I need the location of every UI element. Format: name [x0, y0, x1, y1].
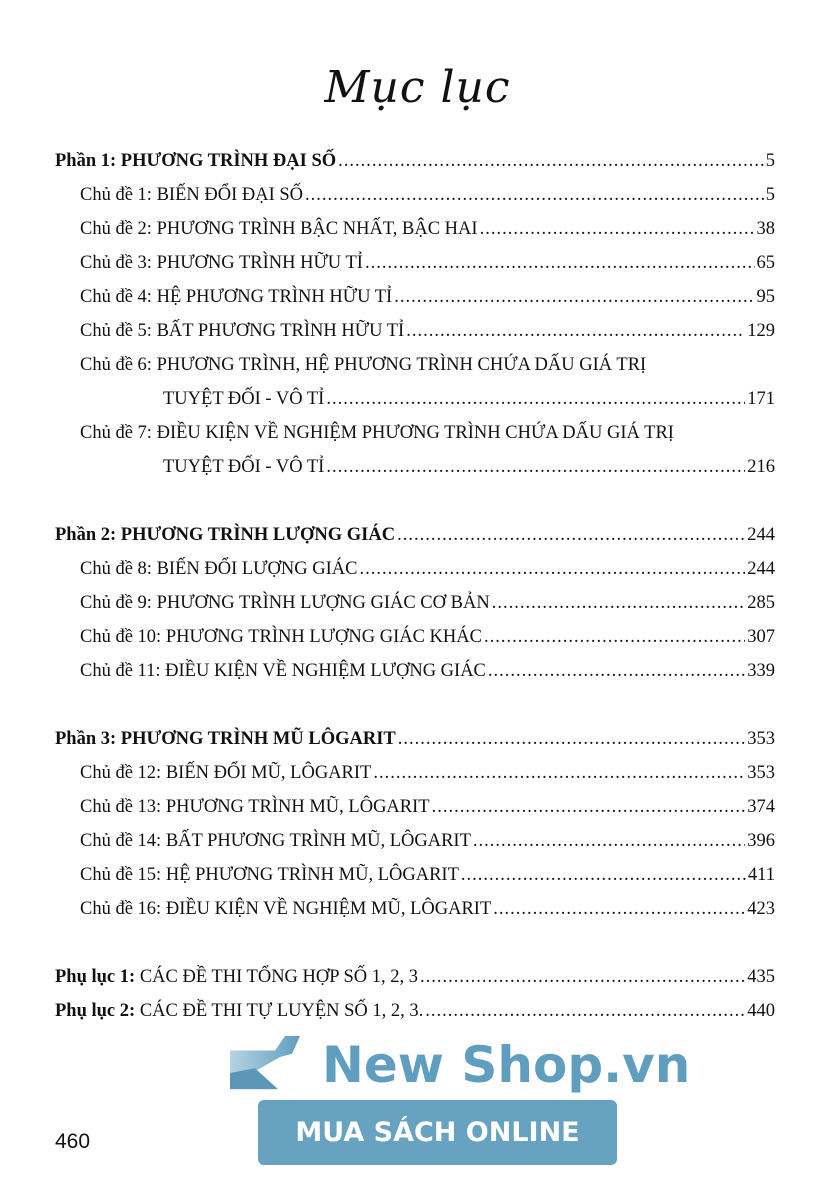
page-ref: 285 [747, 593, 775, 613]
page-ref: 244 [747, 559, 775, 579]
toc-topic-entry[interactable] [55, 586, 775, 620]
entry-title: PHƯƠNG TRÌNH, HỆ PHƯƠNG TRÌNH CHỨA DẤU GIÁ TRỊ [156, 355, 647, 375]
page-ref: 65 [756, 253, 775, 273]
toc-topic-entry[interactable] [55, 314, 775, 348]
toc-topic-entry[interactable] [55, 790, 775, 824]
entry-label: Chủ đề 16: [80, 899, 162, 919]
toc-topic-entry[interactable] [55, 620, 775, 654]
entry-label: Chủ đề 2: [80, 219, 152, 239]
entry-label: Phụ lục 1: [55, 967, 136, 987]
dot-leader [326, 450, 745, 484]
dot-leader [461, 858, 746, 892]
page-ref: 129 [747, 321, 775, 341]
toc-topic-entry[interactable] [55, 348, 775, 382]
entry-title: PHƯƠNG TRÌNH LƯỢNG GIÁC [120, 525, 396, 545]
dot-leader [492, 586, 746, 620]
page-ref: 396 [747, 831, 775, 851]
entry-title: ĐIỀU KIỆN VỀ NGHIỆM PHƯƠNG TRÌNH CHỨA DẤU GIÁ TRỊ [156, 423, 674, 443]
logo-text: New Shop.vn [322, 1036, 691, 1094]
entry-title: PHƯƠNG TRÌNH LƯỢNG GIÁC KHÁC [165, 627, 482, 647]
entry-label: Phụ lục 2: [55, 1001, 136, 1021]
entry-title: PHƯƠNG TRÌNH ĐẠI SỐ [120, 151, 337, 171]
dot-leader [305, 178, 764, 212]
entry-title: PHƯƠNG TRÌNH MŨ LÔGARIT [120, 729, 396, 749]
toc-topic-entry[interactable] [55, 212, 775, 246]
entry-label: Chủ đề 8: [80, 559, 152, 579]
entry-label: Chủ đề 15: [80, 865, 162, 885]
entry-title: BIẾN ĐỔI ĐẠI SỐ [156, 185, 304, 205]
toc-topic-entry[interactable] [55, 178, 775, 212]
entry-label: Chủ đề 6: [80, 355, 152, 375]
dot-leader [488, 654, 745, 688]
entry-title: PHƯƠNG TRÌNH LƯỢNG GIÁC CƠ BẢN [156, 593, 490, 613]
dot-leader [473, 824, 745, 858]
toc-appendix-entry[interactable] [55, 994, 775, 1028]
page-ref: 440 [747, 1001, 775, 1021]
toc-section [55, 518, 775, 688]
dot-leader [326, 382, 745, 416]
page-ref: 339 [747, 661, 775, 681]
dot-leader [432, 790, 746, 824]
entry-title: ĐIỀU KIỆN VỀ NGHIỆM LƯỢNG GIÁC [165, 661, 486, 681]
page-ref: 171 [747, 389, 775, 409]
entry-label: Chủ đề 7: [80, 423, 152, 443]
newshop-logo [230, 1036, 691, 1094]
entry-title: PHƯƠNG TRÌNH BẬC NHẤT, BẬC HAI [156, 219, 478, 239]
page-ref: 216 [747, 457, 775, 477]
toc-topic-entry[interactable] [55, 246, 775, 280]
page-ref: 353 [747, 729, 775, 749]
table-of-contents [55, 144, 775, 1028]
dot-leader [420, 960, 745, 994]
entry-title: CÁC ĐỀ THI TỰ LUYỆN SỐ 1, 2, 3. [139, 1001, 424, 1021]
page-ref: 353 [747, 763, 775, 783]
toc-part-entry[interactable] [55, 722, 775, 756]
toc-section [55, 722, 775, 926]
entry-title: BẤT PHƯƠNG TRÌNH MŨ, LÔGARIT [165, 831, 471, 851]
dot-leader [406, 314, 745, 348]
entry-label: Phần 2: [55, 525, 117, 545]
entry-label: Chủ đề 4: [80, 287, 152, 307]
toc-section [55, 144, 775, 484]
page-ref: 5 [765, 151, 775, 171]
appendix-section [55, 960, 775, 1028]
page-ref: 435 [747, 967, 775, 987]
page-ref: 38 [756, 219, 775, 239]
dot-leader [338, 144, 764, 178]
entry-label: Chủ đề 14: [80, 831, 162, 851]
entry-title: BẤT PHƯƠNG TRÌNH HỮU TỈ [156, 321, 405, 341]
page-ref: 5 [765, 185, 775, 205]
entry-label: Chủ đề 1: [80, 185, 152, 205]
page-title: Mục lục [324, 62, 511, 113]
toc-topic-entry[interactable] [55, 416, 775, 450]
entry-label: Phần 1: [55, 151, 117, 171]
page-number: 460 [55, 1130, 91, 1153]
entry-label: Chủ đề 13: [80, 797, 162, 817]
entry-title: TUYỆT ĐỐI - VÔ TỈ [163, 389, 325, 409]
dot-leader [425, 994, 745, 1028]
entry-title: PHƯƠNG TRÌNH HỮU TỈ [156, 253, 363, 273]
entry-title: PHƯƠNG TRÌNH MŨ, LÔGARIT [165, 797, 430, 817]
page-ref: 423 [747, 899, 775, 919]
entry-label: Chủ đề 5: [80, 321, 152, 341]
dot-leader [484, 620, 745, 654]
toc-part-entry[interactable] [55, 518, 775, 552]
arrow-logo-icon [230, 1036, 310, 1094]
toc-topic-entry[interactable] [55, 654, 775, 688]
entry-label: Chủ đề 11: [80, 661, 161, 681]
toc-topic-entry[interactable] [55, 858, 775, 892]
page-ref: 411 [747, 865, 775, 885]
dot-leader [394, 280, 754, 314]
dot-leader [359, 552, 745, 586]
toc-topic-entry[interactable] [55, 756, 775, 790]
page-ref: 307 [747, 627, 775, 647]
entry-title: TUYỆT ĐỐI - VÔ TỈ [163, 457, 325, 477]
toc-appendix-entry[interactable] [55, 960, 775, 994]
dot-leader [373, 756, 745, 790]
entry-label: Chủ đề 12: [80, 763, 162, 783]
dot-leader [397, 518, 745, 552]
entry-title: CÁC ĐỀ THI TỔNG HỢP SỐ 1, 2, 3 [139, 967, 419, 987]
toc-topic-entry[interactable] [55, 280, 775, 314]
dot-leader [480, 212, 755, 246]
page-ref: 374 [747, 797, 775, 817]
page-ref: 244 [747, 525, 775, 545]
entry-title: BIẾN ĐỔI LƯỢNG GIÁC [156, 559, 358, 579]
toc-topic-entry[interactable] [55, 552, 775, 586]
entry-label: Chủ đề 9: [80, 593, 152, 613]
entry-title: HỆ PHƯƠNG TRÌNH MŨ, LÔGARIT [165, 865, 459, 885]
buy-books-online-button[interactable]: MUA SÁCH ONLINE [258, 1100, 617, 1165]
toc-topic-continuation[interactable] [55, 382, 775, 416]
toc-topic-entry[interactable] [55, 892, 775, 926]
toc-topic-entry[interactable] [55, 824, 775, 858]
entry-label: Chủ đề 10: [80, 627, 162, 647]
entry-title: BIẾN ĐỔI MŨ, LÔGARIT [165, 763, 372, 783]
entry-title: ĐIỀU KIỆN VỀ NGHIỆM MŨ, LÔGARIT [165, 899, 492, 919]
toc-part-entry[interactable] [55, 144, 775, 178]
page-ref: 95 [756, 287, 775, 307]
entry-label: Chủ đề 3: [80, 253, 152, 273]
dot-leader [365, 246, 755, 280]
entry-label: Phần 3: [55, 729, 117, 749]
entry-title: HỆ PHƯƠNG TRÌNH HỮU TỈ [156, 287, 393, 307]
dot-leader [398, 722, 746, 756]
dot-leader [493, 892, 745, 926]
toc-topic-continuation[interactable] [55, 450, 775, 484]
